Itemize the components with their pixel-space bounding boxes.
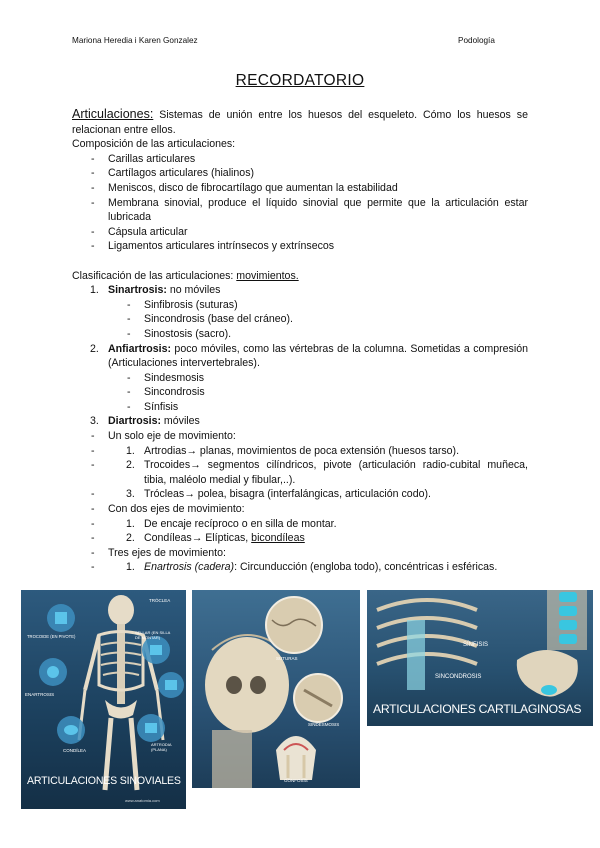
list-number: - 2. xyxy=(126,532,135,545)
composition-heading: Composición de las articulaciones: xyxy=(72,138,236,151)
fibrous-label-suturas: SUTURAS xyxy=(276,656,298,661)
type-anfiartrosis xyxy=(72,342,528,415)
axis-one xyxy=(72,429,528,502)
axis-three xyxy=(72,546,528,575)
list-item: - Cápsula articular xyxy=(72,225,528,240)
intro-definition: Sistemas de unión entre los huesos del esqueleto. Cómo los huesos se relacionan entre ellos. xyxy=(72,109,528,136)
synovial-label-condilea: CONDÍLEA xyxy=(63,748,87,753)
list-item: - Sindesmosis xyxy=(72,371,528,386)
classification-heading xyxy=(72,269,528,284)
list-item: - Sínfisis xyxy=(72,400,528,415)
list-item: - Sinfibrosis (suturas) xyxy=(72,298,528,313)
list-number: - 1. xyxy=(126,444,135,457)
fibrous-joints-image xyxy=(192,590,360,788)
type-name: Sinartrosis: xyxy=(108,284,167,297)
list-number: - 3. xyxy=(126,488,135,501)
list-number: 2. xyxy=(90,342,99,355)
skull-illustration xyxy=(192,590,360,788)
list-text: Artrodias→ planas, movimientos de poca extensión (huesos tarso). xyxy=(144,444,460,457)
list-text: De encaje recíproco o en silla de montar. xyxy=(144,517,337,530)
list-item xyxy=(72,517,528,532)
intro-term: Articulaciones: xyxy=(72,107,154,121)
list-item: - Cartílagos articulares (hialinos) xyxy=(72,166,528,181)
classification-heading-term: movimientos. xyxy=(236,269,299,282)
synovial-joints-image xyxy=(21,590,186,809)
list-item: - Carillas articulares xyxy=(72,152,528,167)
page-title: RECORDATORIO xyxy=(235,72,365,89)
synovial-label-enartrosis: ENARTROSIS xyxy=(25,692,55,697)
axes-list xyxy=(72,429,528,575)
list-item xyxy=(72,458,528,487)
list-text: Trócleas→ polea, bisagra (interfalángicas, articulación codo). xyxy=(144,488,431,501)
list-text-underlined: bicondíleas xyxy=(251,532,305,545)
list-item xyxy=(72,444,528,459)
list-item: - Sincondrosis (base del cráneo). xyxy=(72,312,528,327)
list-item: - Sincondrosis xyxy=(72,385,528,400)
type-desc: móviles xyxy=(160,415,200,428)
header-subject: Podología xyxy=(458,36,495,45)
list-item: - Ligamentos articulares intrínsecos y extrínsecos xyxy=(72,239,528,254)
intro-paragraph xyxy=(72,107,528,137)
classification-types xyxy=(72,283,528,429)
cartilaginous-joints-image xyxy=(367,590,593,726)
type-desc: poco móviles, como las vértebras de la columna. Sometidas a compresión (Articulaciones intervertebrales). xyxy=(108,342,528,370)
list-number: 1. xyxy=(90,284,99,297)
list-item xyxy=(72,560,528,575)
list-number: - 2. xyxy=(126,459,135,472)
synovial-label-sellar: SELLAR (EN SILLA DE MONTAR) xyxy=(135,630,171,640)
classification-heading-prefix: Clasificación de las articulaciones: xyxy=(72,269,237,282)
fibrous-label-gonfosis: GONFOSIS xyxy=(284,778,308,783)
list-text: Trocoides→ segmentos cilíndricos, pivote (articulación radio-cubital muñeca, tibia, maléolo medial y fibular,..). xyxy=(144,459,528,486)
synovial-brand: www.anatomia.com xyxy=(125,798,160,803)
cartilaginous-label-sincondrosis: SINCONDROSIS xyxy=(435,674,482,680)
cartilaginous-label-sinfisis: SÍNFISIS xyxy=(463,642,489,648)
synovial-label-troclea: TRÓCLEA xyxy=(149,598,171,603)
axis-two xyxy=(72,502,528,546)
synovial-label-artrodia: ARTRODIA (PLANA) xyxy=(151,742,172,752)
list-item: - Membrana sinovial, produce el líquido sinovial que permite que la articulación estar lubricada xyxy=(72,196,528,225)
axis-label: Con dos ejes de movimiento: xyxy=(108,503,245,516)
list-text: Condíleas→ Elípticas, xyxy=(144,532,252,545)
list-text-italic: Enartrosis (cadera) xyxy=(144,561,235,574)
fibrous-label-sindesmosis: SINDESMOSIS xyxy=(308,722,340,727)
list-item: - Sinostosis (sacro). xyxy=(72,327,528,342)
axis-one-items xyxy=(72,444,528,502)
list-number: - 1. xyxy=(126,517,135,530)
page-header xyxy=(72,36,528,50)
list-item xyxy=(72,487,528,502)
cartilaginous-caption: ARTICULACIONES CARTILAGINOSAS xyxy=(373,702,582,716)
axis-three-items xyxy=(72,560,528,575)
axis-label: Tres ejes de movimiento: xyxy=(108,546,226,559)
synovial-label-trocoide: TROCOIDE (EN PIVOTE) xyxy=(27,634,76,639)
sub-list xyxy=(72,371,528,415)
type-name: Anfiartrosis: xyxy=(108,342,171,355)
composition-list xyxy=(72,152,528,254)
synovial-caption: ARTICULACIONES SINOVIALES xyxy=(27,775,181,787)
type-name: Diartrosis: xyxy=(108,415,161,428)
type-sinartrosis xyxy=(72,283,528,341)
list-number: 3. xyxy=(90,415,99,428)
header-authors: Mariona Heredia i Karen Gonzalez xyxy=(72,36,198,45)
axis-two-items xyxy=(72,517,528,546)
type-desc: no móviles xyxy=(166,284,221,297)
type-diartrosis xyxy=(72,414,528,429)
list-item: - Meniscos, disco de fibrocartílago que aumentan la estabilidad xyxy=(72,181,528,196)
sub-list xyxy=(72,298,528,342)
list-text: : Circunducción (engloba todo), concéntricas i esféricas. xyxy=(234,561,498,574)
document-body xyxy=(72,107,528,575)
list-number: - 1. xyxy=(126,561,135,574)
list-item xyxy=(72,531,528,546)
axis-label: Un solo eje de movimiento: xyxy=(108,430,236,443)
